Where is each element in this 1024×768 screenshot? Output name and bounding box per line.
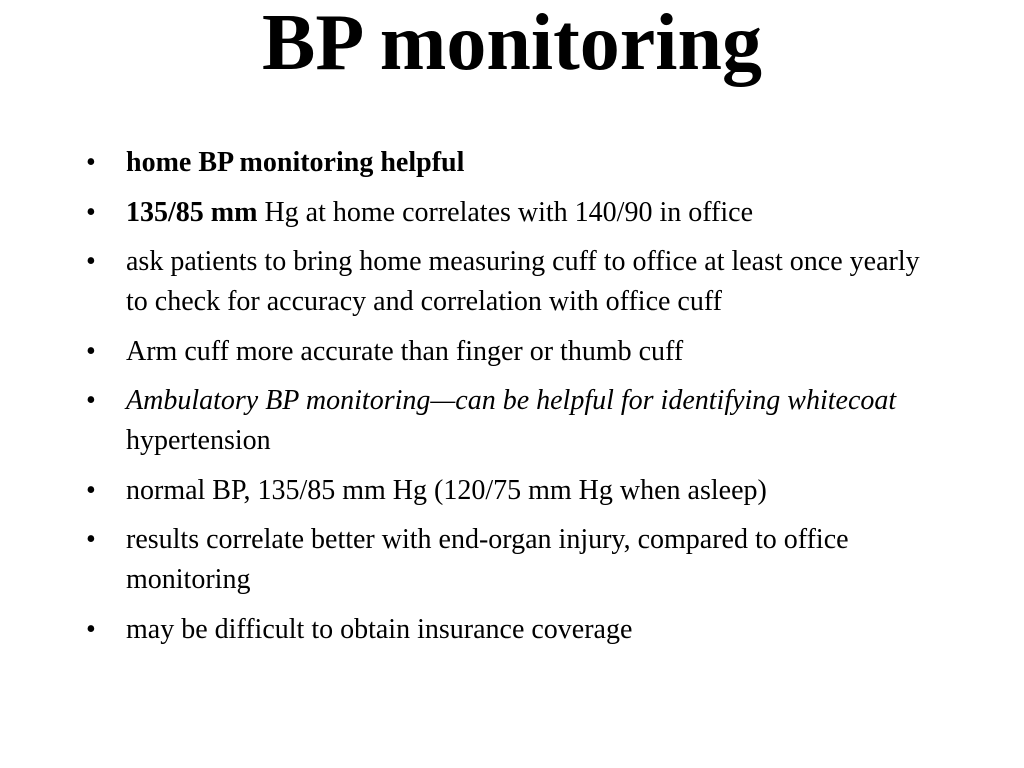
bullet-list (86, 143, 946, 659)
bullet-text: Hg at home correlates with 140/90 in office (257, 196, 754, 228)
bullet-text-bold: 135/85 mm (126, 196, 258, 228)
bullet-icon: • (86, 474, 96, 506)
slide-title: BP monitoring (261, 0, 763, 87)
bullet-item (86, 610, 946, 650)
bullet-item (86, 242, 946, 322)
bullet-text: hypertension (126, 425, 271, 456)
bullet-icon: • (86, 246, 96, 277)
bullet-item (86, 193, 946, 233)
bullet-item (86, 332, 946, 372)
bullet-icon: • (86, 147, 96, 178)
bullet-text: Arm cuff more accurate than finger or thumb cuff (126, 335, 684, 367)
bullet-text: results correlate better with end-organ injury, compared to office monitoring (126, 524, 849, 595)
bullet-text: home BP monitoring helpful (126, 147, 465, 178)
bullet-icon: • (86, 613, 96, 645)
bullet-item (86, 143, 946, 183)
bullet-text: ask patients to bring home measuring cuff to office at least once yearly to check for accuracy and correlation with office cuff (126, 246, 920, 317)
bullet-icon: • (86, 385, 96, 416)
bullet-text: normal BP, 135/85 mm Hg (120/75 mm Hg when asleep) (126, 474, 767, 506)
bullet-text: may be difficult to obtain insurance coverage (126, 613, 633, 645)
bullet-item (86, 520, 946, 600)
bullet-icon: • (86, 335, 96, 367)
bullet-icon: • (86, 196, 96, 228)
bullet-text-italic: Ambulatory BP monitoring—can be helpful for identifying whitecoat (126, 385, 897, 416)
bullet-item (86, 471, 946, 511)
bullet-icon: • (86, 524, 96, 555)
bullet-item (86, 381, 946, 461)
